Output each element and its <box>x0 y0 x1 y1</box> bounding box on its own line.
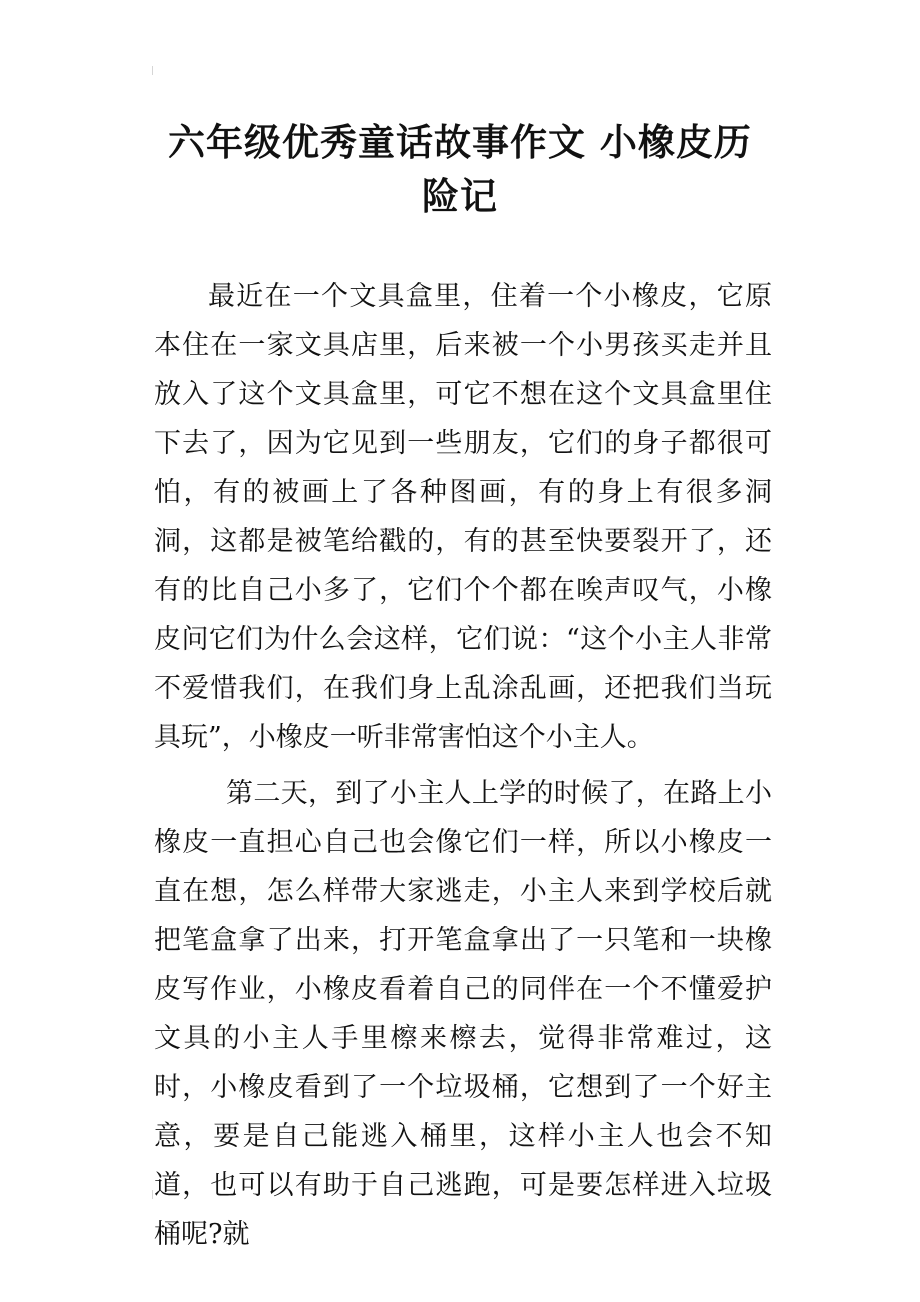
title-line-2: 险记 <box>422 175 498 218</box>
paragraph: 第二天，到了小主人上学的时候了，在路上小橡皮一直担心自己也会像它们一样，所以小橡皮一直在想，怎么样带大家逃走，小主人来到学校后就把笔盒拿了出来，打开笔盒拿出了一只笔和一块橡皮写作业，小橡皮看着自己的同伴在一个不懂爱护文具的小主人手里檫来檫去，觉得非常难过，这时，小橡皮看到了一个垃圾桶，它想到了一个好主意，要是自己能逃入桶里，这样小主人也会不知道，也可以有助于自己逃跑，可是要怎样进入垃圾桶呢?就 <box>154 778 772 1250</box>
paragraph: 最近在一个文具盒里，住着一个小橡皮，它原本住在一家文具店里，后来被一个小男孩买走并且放入了这个文具盒里，可它不想在这个文具盒里住下去了，因为它见到一些朋友，它们的身子都很可怕，有的被画上了各种图画，有的身上有很多洞洞，这都是被笔给戳的，有的甚至快要裂开了，还有的比自己小多了，它们个个都在唉声叹气，小橡皮问它们为什么会这样，它们说：“这个小主人非常不爱惜我们，在我们身上乱涂乱画，还把我们当玩具玩”，小橡皮一听非常害怕这个小主人。 <box>154 281 772 753</box>
page-corner-mark <box>152 66 156 75</box>
title-line-1: 六年级优秀童话故事作文 小橡皮历 <box>168 121 752 164</box>
document-title <box>150 116 770 224</box>
article-body <box>154 272 772 1266</box>
page-corner-mark <box>152 1190 156 1199</box>
